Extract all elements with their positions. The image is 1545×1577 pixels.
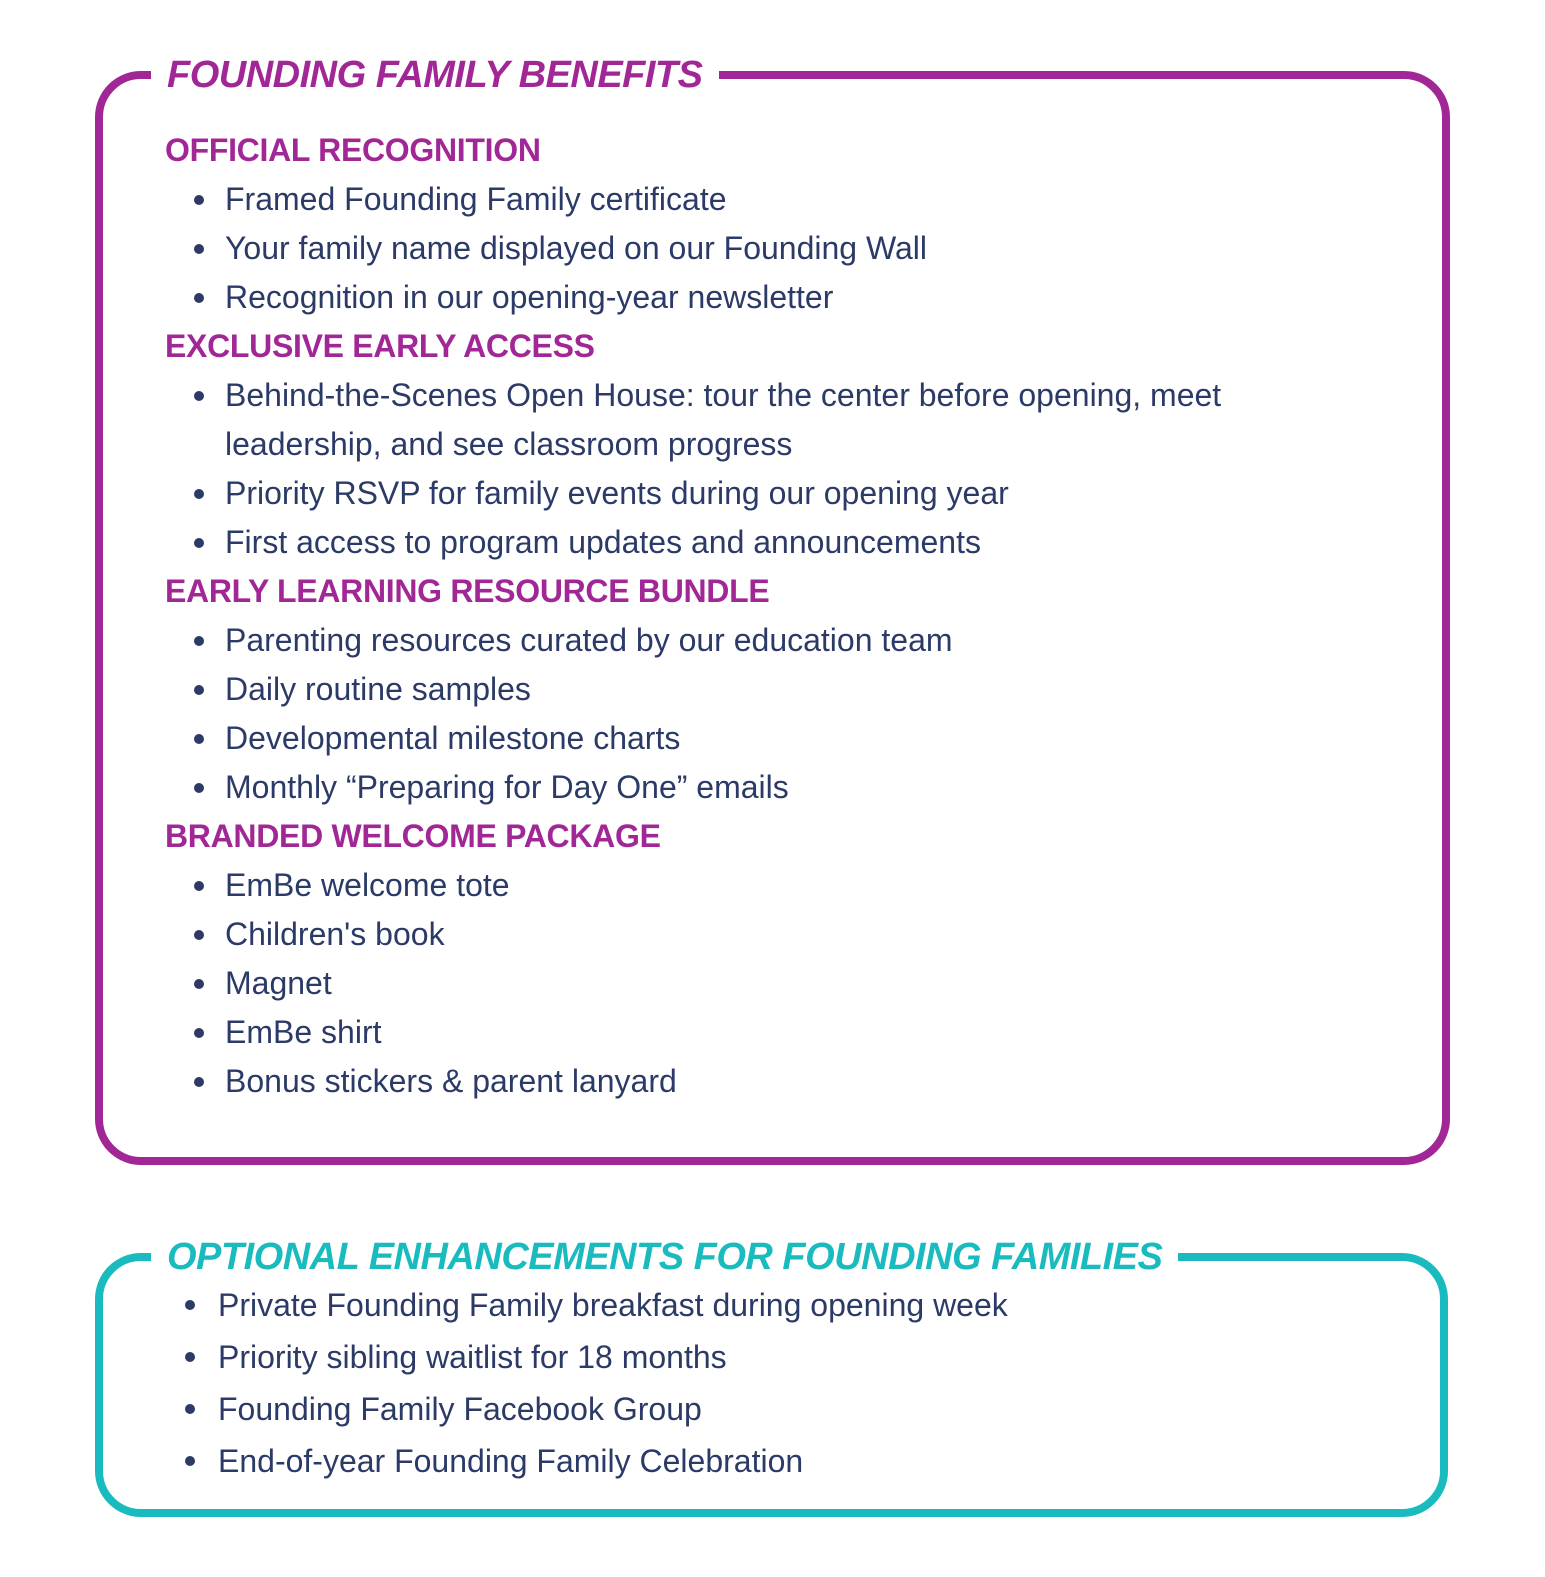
section-heading: EXCLUSIVE EARLY ACCESS (165, 328, 595, 364)
list-item: Magnet (165, 959, 1384, 1008)
benefits-box-title: FOUNDING FAMILY BENEFITS (151, 56, 719, 94)
list-item: Behind-the-Scenes Open House: tour the center before opening, meet leadership, and see classroom progress (165, 371, 1384, 469)
list-item: Daily routine samples (165, 665, 1384, 714)
section-exclusive-early-access (165, 322, 1384, 567)
section-heading: OFFICIAL RECOGNITION (165, 132, 541, 168)
list-item: End-of-year Founding Family Celebration (185, 1435, 1382, 1487)
list-item: Recognition in our opening-year newsletter (165, 273, 1384, 322)
list-item: EmBe shirt (165, 1008, 1384, 1057)
enhancements-box-title: OPTIONAL ENHANCEMENTS FOR FOUNDING FAMILIES (151, 1238, 1178, 1276)
list-item: Parenting resources curated by our education team (165, 616, 1384, 665)
list-item: Framed Founding Family certificate (165, 175, 1384, 224)
list-item: Developmental milestone charts (165, 714, 1384, 763)
list-item: Monthly “Preparing for Day One” emails (165, 763, 1384, 812)
list-item: Founding Family Facebook Group (185, 1383, 1382, 1435)
section-early-learning-resource-bundle (165, 567, 1384, 812)
list-item: Priority sibling waitlist for 18 months (185, 1331, 1382, 1383)
bullet-list (185, 1279, 1382, 1487)
optional-enhancements-box (95, 1236, 1448, 1517)
bullet-list (165, 175, 1384, 322)
bullet-list (165, 371, 1384, 567)
bullet-list (165, 616, 1384, 812)
list-item: Your family name displayed on our Founding Wall (165, 224, 1384, 273)
bullet-list (165, 861, 1384, 1106)
section-branded-welcome-package (165, 812, 1384, 1106)
enhancements-content (103, 1261, 1440, 1487)
list-item: EmBe welcome tote (165, 861, 1384, 910)
founding-family-benefits-box (95, 54, 1450, 1165)
list-item: Bonus stickers & parent lanyard (165, 1057, 1384, 1106)
list-item: Children's book (165, 910, 1384, 959)
benefits-content (103, 79, 1442, 1106)
list-item: First access to program updates and announcements (165, 518, 1384, 567)
section-heading: BRANDED WELCOME PACKAGE (165, 818, 661, 854)
list-item: Priority RSVP for family events during our opening year (165, 469, 1384, 518)
section-official-recognition (165, 126, 1384, 322)
section-heading: EARLY LEARNING RESOURCE BUNDLE (165, 573, 770, 609)
list-item: Private Founding Family breakfast during opening week (185, 1279, 1382, 1331)
